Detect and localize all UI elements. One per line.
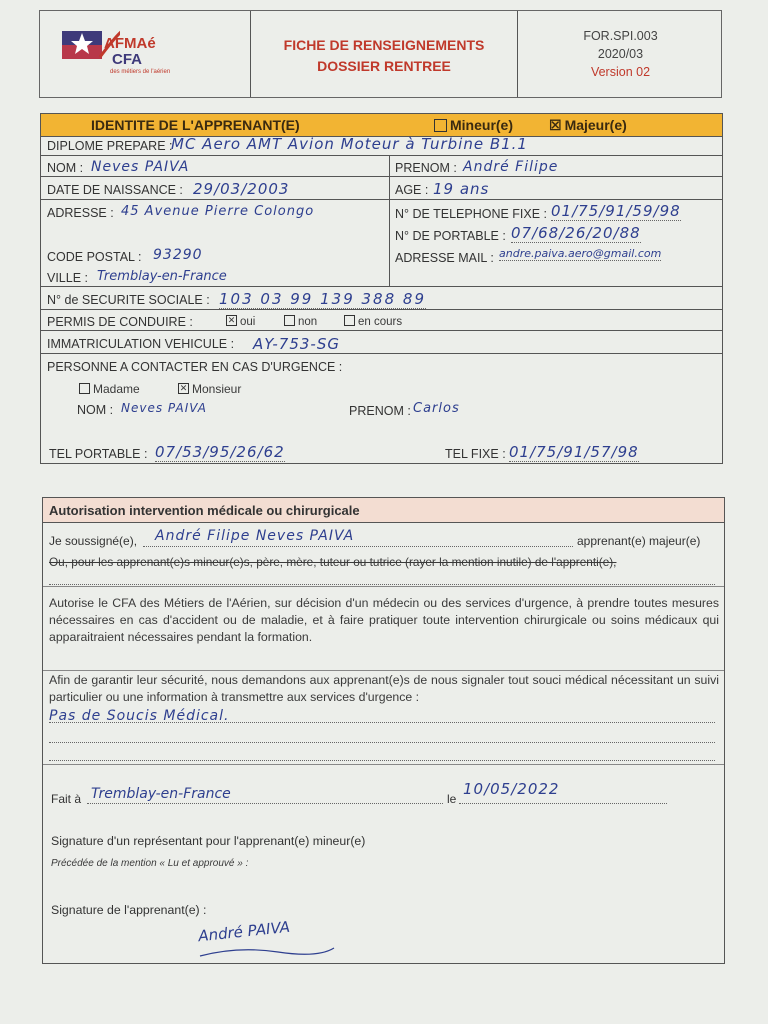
address-label: ADRESSE : [47, 206, 114, 220]
emergency-firstname-label: PRENOM : [349, 404, 411, 418]
identity-heading-bar [41, 114, 722, 137]
signature-stroke-icon [198, 942, 338, 962]
ref-code: FOR.SPI.003 [583, 29, 658, 43]
sig-minor-note: Précédée de la mention « Lu et approuvé » : [51, 858, 249, 869]
minor-strikethrough-line: Ou, pour les apprenant(e)s mineur(e)s, père, mère, tuteur ou tutrice (rayer la mention inutile) de l'apprenti(e), [49, 555, 617, 569]
undersigned-label: Je soussigné(e), [49, 534, 138, 548]
authorization-heading-bar [43, 498, 724, 523]
license-pending-box-icon [344, 315, 355, 326]
signature[interactable] [197, 917, 338, 960]
license-yes-option[interactable] [226, 316, 255, 328]
ref-version: Version 02 [590, 65, 651, 79]
plate-value[interactable]: AY-753-SG [253, 335, 340, 353]
birthdate-label: DATE DE NAISSANCE : [47, 183, 183, 197]
license-pending-label: en cours [358, 316, 403, 328]
mobile-value[interactable]: 07/68/26/20/88 [511, 224, 641, 242]
birthdate-value[interactable]: 29/03/2003 [193, 180, 290, 198]
minor-checkbox[interactable] [434, 117, 513, 133]
ssn-label: N° de SECURITE SOCIALE : [47, 293, 210, 307]
date-value[interactable]: 10/05/2022 [463, 780, 560, 798]
authorization-heading: Autorisation intervention médicale ou chirurgicale [49, 503, 360, 518]
identity-heading: IDENTITE DE L'APPRENANT(E) [91, 117, 300, 133]
form-title [251, 35, 517, 77]
sig-minor-label: Signature d'un représentant pour l'apprenant(e) mineur(e) [51, 834, 366, 848]
city-label: VILLE : [47, 271, 88, 285]
emergency-firstname-value[interactable]: Carlos [413, 401, 460, 416]
mobile-label: N° DE PORTABLE : [395, 229, 506, 243]
identity-section [40, 113, 723, 464]
emergency-mobile-label: TEL PORTABLE : [49, 447, 148, 461]
logo-main: AFMAé [104, 35, 156, 52]
place-value[interactable]: Tremblay-en-France [91, 786, 231, 802]
emergency-mobile-value[interactable]: 07/53/95/26/62 [155, 443, 285, 461]
medical-dotline-2 [49, 742, 715, 743]
form-ref [518, 27, 723, 81]
name-label: NOM : [47, 161, 84, 175]
address-value[interactable]: 45 Avenue Pierre Colongo [121, 204, 315, 219]
form-title-line1: FICHE DE RENSEIGNEMENTS [283, 37, 485, 53]
medical-value[interactable]: Pas de Soucis Médical. [49, 708, 230, 724]
name-value[interactable]: Neves PAIVA [91, 159, 190, 175]
license-pending-option[interactable] [344, 316, 402, 328]
madame-box-icon [79, 383, 90, 394]
diploma-value[interactable]: MC Aero AMT Avion Moteur à Turbine B1.1 [171, 135, 528, 153]
authorization-section [42, 497, 725, 964]
emergency-label: PERSONNE A CONTACTER EN CAS D'URGENCE : [47, 360, 343, 374]
minor-dotline [49, 584, 715, 585]
license-label: PERMIS DE CONDUIRE : [47, 315, 193, 329]
phone-fixed-value[interactable]: 01/75/91/59/98 [551, 202, 681, 220]
signature-value: André PAIVA [197, 917, 291, 946]
license-no-label: non [298, 316, 318, 328]
logo-sub: des métiers de l'aérien [110, 69, 171, 75]
medical-dotline-3 [49, 760, 715, 761]
date-dotline [459, 803, 667, 804]
major-checkbox[interactable] [549, 117, 627, 134]
emergency-name-label: NOM : [77, 403, 114, 417]
form-title-line2: DOSSIER RENTREE [317, 58, 451, 74]
license-yes-check-icon: ✕ [227, 315, 236, 326]
logo [60, 21, 230, 87]
age-label: AGE : [395, 183, 429, 197]
logo-cfa: CFA [112, 51, 142, 68]
city-value[interactable]: Tremblay-en-France [97, 269, 227, 284]
medical-dotline-1 [49, 722, 715, 723]
date-label: le [447, 792, 457, 806]
major-label: Majeur(e) [564, 117, 627, 133]
authorization-paragraph: Autorise le CFA des Métiers de l'Aérien, sur décision d'un médecin ou des services d'urgence, à prendre toutes mesures nécessaires en cas d'accident ou de maladie, et à faire pratiquer toute intervention chirurgicale ou soins médicaux qui apparaitraient nécessaires pendant la formation. [49, 596, 719, 644]
minor-label: Mineur(e) [450, 117, 513, 133]
firstname-label: PRENOM : [395, 161, 457, 175]
undersigned-dotline [143, 546, 573, 547]
adult-suffix: apprenant(e) majeur(e) [577, 534, 701, 548]
license-no-box-icon [284, 315, 295, 326]
minor-box-icon [434, 119, 447, 132]
license-no-option[interactable] [284, 316, 317, 328]
postal-value[interactable]: 93290 [153, 247, 203, 263]
age-value[interactable]: 19 ans [433, 180, 490, 198]
license-yes-label: oui [240, 316, 256, 328]
madame-option[interactable] [79, 382, 140, 396]
header-box [39, 10, 722, 98]
ref-date: 2020/03 [597, 47, 644, 61]
email-label: ADRESSE MAIL : [395, 251, 494, 265]
monsieur-check-icon: ✕ [179, 383, 188, 394]
email-value[interactable]: andre.paiva.aero@gmail.com [499, 247, 662, 260]
phone-fixed-label: N° DE TELEPHONE FIXE : [395, 207, 548, 221]
plate-label: IMMATRICULATION VEHICULE : [47, 337, 235, 351]
major-box-icon: ☒ [549, 117, 562, 133]
sig-label: Signature de l'apprenant(e) : [51, 903, 207, 917]
emergency-name-value[interactable]: Neves PAIVA [121, 401, 207, 415]
firstname-value[interactable]: André Filipe [463, 159, 559, 175]
monsieur-option[interactable] [178, 382, 241, 396]
ssn-value[interactable]: 103 03 99 139 388 89 [219, 290, 426, 308]
emergency-fixed-label: TEL FIXE : [445, 447, 506, 461]
place-label: Fait à [51, 792, 82, 806]
place-dotline [87, 803, 443, 804]
monsieur-label: Monsieur [192, 382, 242, 396]
madame-label: Madame [93, 382, 140, 396]
medical-paragraph: Afin de garantir leur sécurité, nous demandons aux apprenant(e)s de nous signaler tout souci médical nécessitant un suivi particulier ou une information à transmettre aux services d'urgence : [49, 673, 719, 704]
postal-label: CODE POSTAL : [47, 250, 142, 264]
emergency-fixed-value[interactable]: 01/75/91/57/98 [509, 443, 639, 461]
diploma-label: DIPLOME PREPARE : [47, 139, 173, 153]
undersigned-value[interactable]: André Filipe Neves PAIVA [155, 528, 355, 544]
